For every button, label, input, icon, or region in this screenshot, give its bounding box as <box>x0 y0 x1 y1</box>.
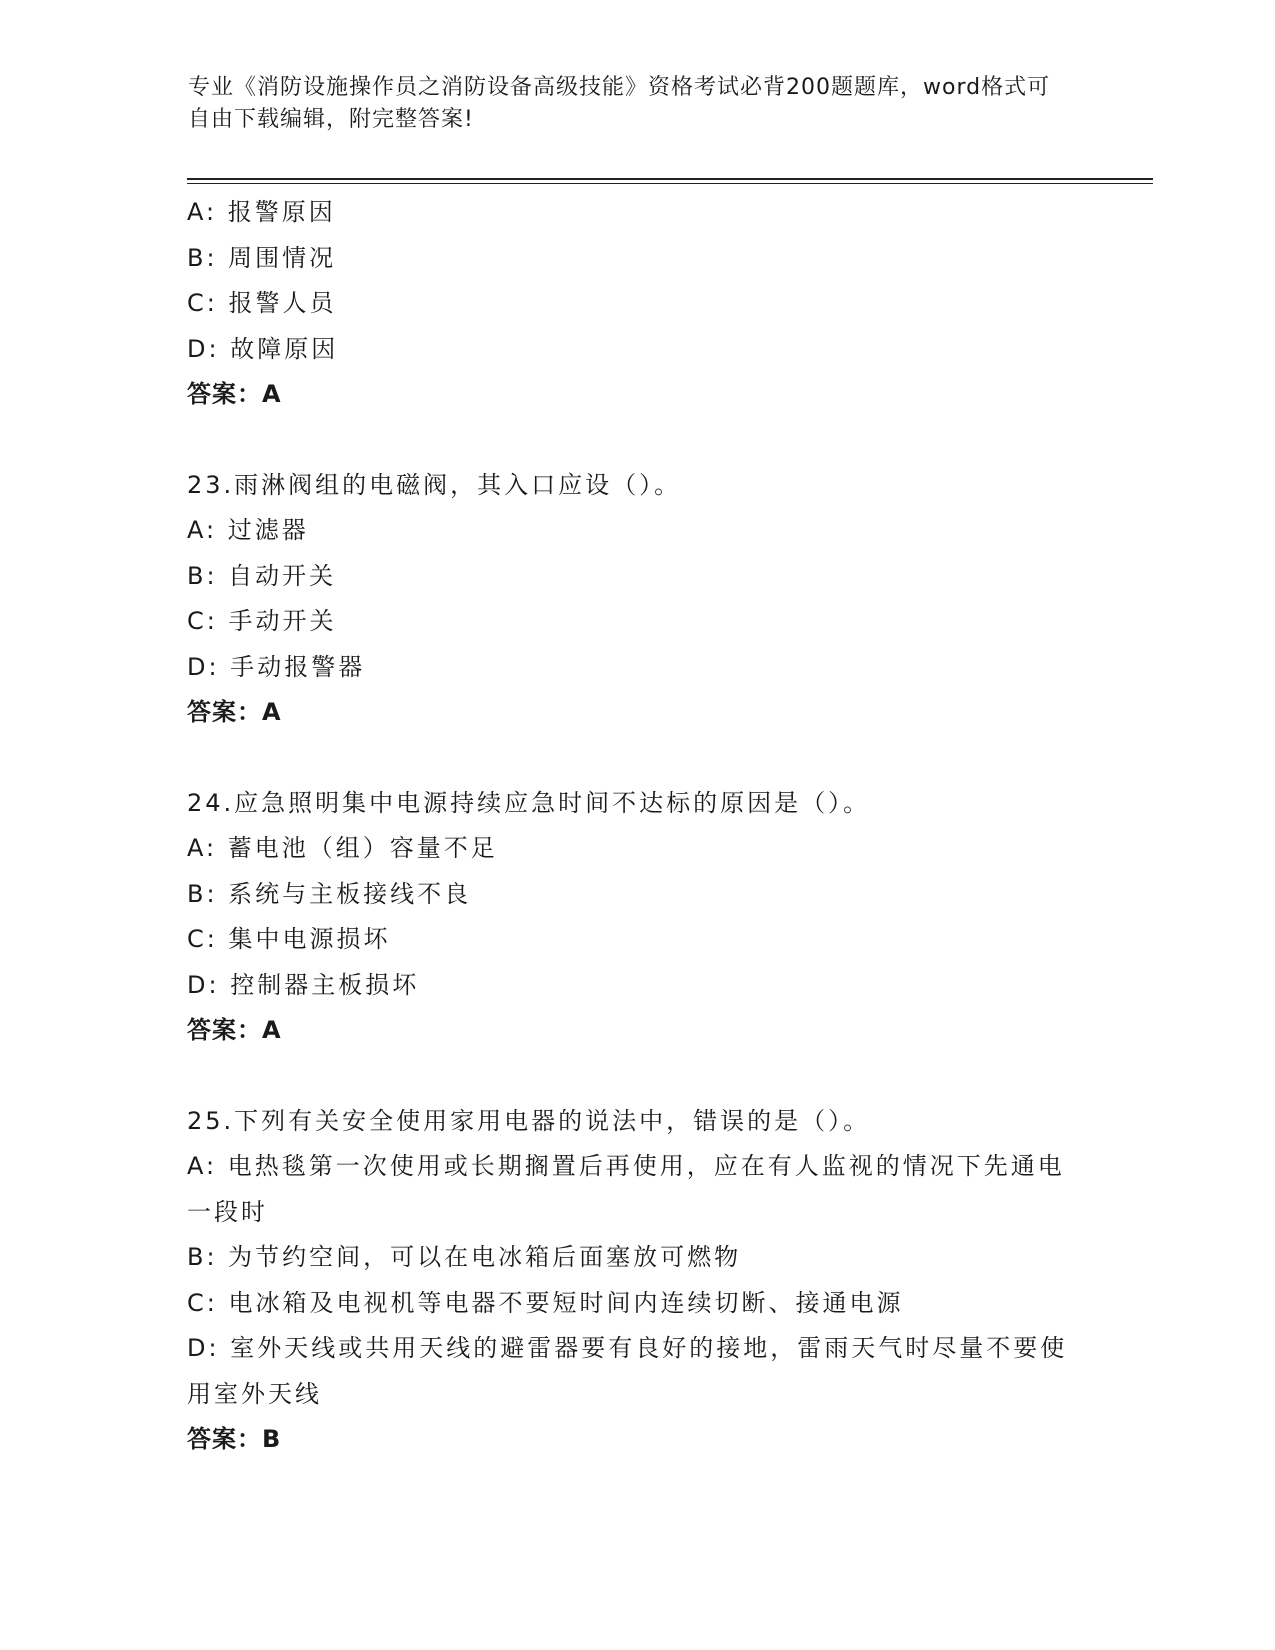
answer: 答案：A <box>187 698 282 726</box>
header-rule-thin <box>187 183 1153 184</box>
option-a: A: 电热毯第一次使用或长期搁置后再使用，应在有人监视的情况下先通电一段时 <box>187 1152 1065 1226</box>
answer: 答案：A <box>187 380 282 408</box>
page-header: 专业《消防设施操作员之消防设备高级技能》资格考试必背200题题库，word格式可自由下载编辑，附完整答案! <box>188 75 1051 132</box>
option-b: B: 周围情况 <box>187 243 337 272</box>
header-rule-thick <box>187 178 1153 180</box>
option-a: A: 蓄电池（组）容量不足 <box>187 834 498 862</box>
option-b: B: 系统与主板接线不良 <box>187 879 472 908</box>
question-list <box>187 190 1077 1463</box>
question-title: 25.下列有关安全使用家用电器的说法中，错误的是（）。 <box>187 1106 871 1135</box>
option-c: C: 电冰箱及电视机等电器不要短时间内连续切断、接通电源 <box>187 1288 904 1317</box>
option-d: D: 故障原因 <box>187 334 339 363</box>
option-d: D: 室外天线或共用天线的避雷器要有良好的接地，雷雨天气时尽量不要使用室外天线 <box>187 1334 1068 1408</box>
answer: 答案：A <box>187 1016 282 1044</box>
question-block-24 <box>187 781 1077 1054</box>
option-a: A: 报警原因 <box>187 198 336 226</box>
answer: 答案：B <box>187 1425 282 1453</box>
option-a: A: 过滤器 <box>187 516 309 544</box>
option-c: C: 手动开关 <box>187 607 337 635</box>
question-title: 23.雨淋阀组的电磁阀，其入口应设（）。 <box>187 470 682 499</box>
option-c: C: 集中电源损坏 <box>187 925 391 953</box>
question-title: 24.应急照明集中电源持续应急时间不达标的原因是（）。 <box>187 788 871 817</box>
option-b: B: 为节约空间，可以在电冰箱后面塞放可燃物 <box>187 1243 742 1271</box>
option-b: B: 自动开关 <box>187 561 337 590</box>
question-block-22 <box>187 190 1077 418</box>
question-block-25 <box>187 1099 1077 1463</box>
option-d: D: 控制器主板损坏 <box>187 970 420 999</box>
option-d: D: 手动报警器 <box>187 652 366 681</box>
question-block-23 <box>187 463 1077 736</box>
option-c: C: 报警人员 <box>187 289 337 317</box>
